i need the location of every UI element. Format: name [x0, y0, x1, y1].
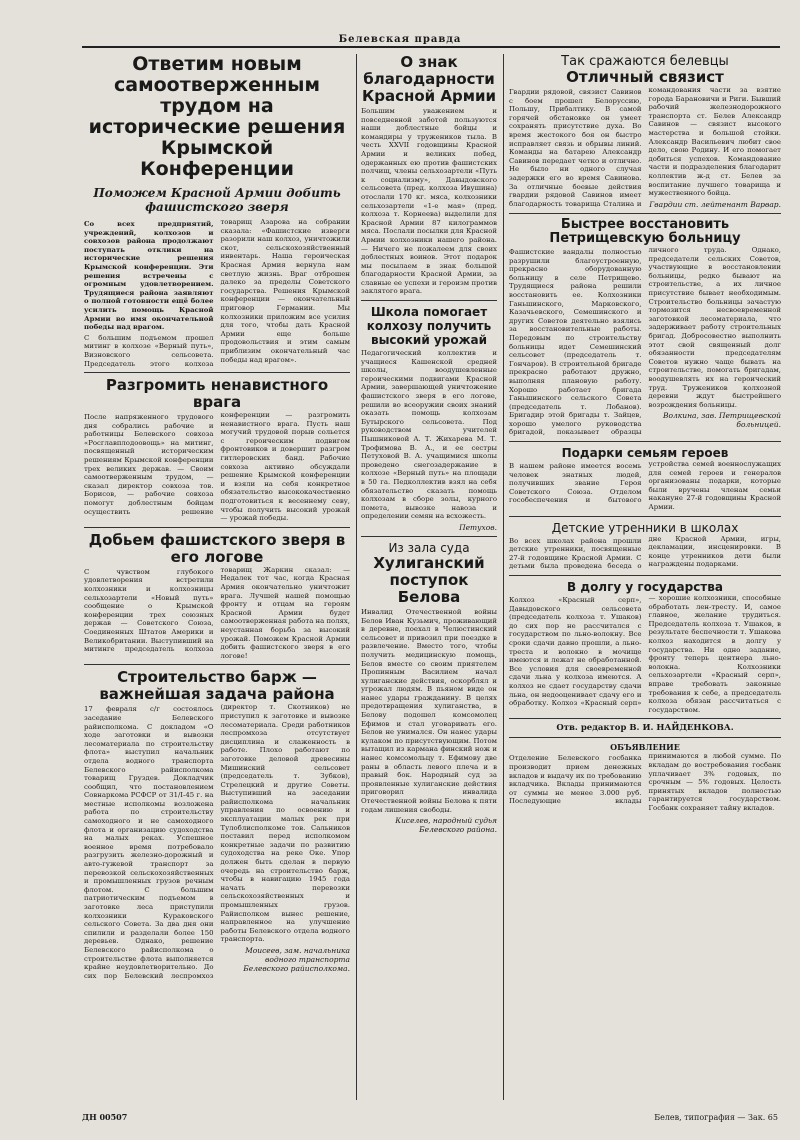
notice-title: ОБЪЯВЛЕНИЕ	[610, 742, 680, 753]
article-body: После напряженного трудового дня собрались рабочие и работницы Белевского совхоза «Росглавплодоовощь» на митинг, посвященный историческим решениям Крымской конференции трех великих держав. — Своим самоотверженным трудом, — сказал директор совхоза тов. Борисов, — рабочие совхоза помогут доблестным бойцам осуществить решение конференции — разгромить ненавистного врага. Пусть наш могучий трудовой порыв сольется с героическим подвигом фронтовиков и довершит разгром гитлеровских банд. Рабочие совхоза активно обсуждали решение Крымской конференции и взяли на себя конкретное обязательство высококачественно подготовиться к весеннему севу, чтобы получить высокий урожай — урожай победы.	[84, 411, 350, 523]
article-body: Большим уважением и повседневной заботой пользуются наши доблестные бойцы и командиры у тружеников тыла. В честь XXVII годовщины Красной Армии и великих побед, одержанных ею против фашистских полчищ, члены сельхозартели «Путь к социализму», Давыдовского сельсовета (пред. колхоза Ивушина) отослали 170 кг. мяса, колхозники сельхозартели «1-е мая» (пред. колхоза т. Корнеева) выделили для Красной Армии 87 килограммов мяса. Послали посылки для Красной Армии колхозники нашего района. — Ничего не пожалеем для своих доблестных воинов. Этот подарок мы посылаем в знак большой благодарности Красной Армии, за славные ее успехи и героизм против заклятого врага.	[361, 107, 497, 296]
rubric: Из зала суда	[388, 540, 470, 555]
article-body: Во всех школах района прошли детские утренники, посвященные 27-й годовщине Красной Армии. С детьми была проведена беседа о дне Красной Армии, игры, декламации, инсценировки. В конце утренников дети были награждены подарками.	[509, 534, 781, 571]
article-signature: Киселев, народный судья Белевского района.	[395, 816, 497, 835]
article-body: Инвалид Отечественной войны Белов Иван Кузьмич, проживающий в деревне, поехал в Челюстинский сельсовет и привозил при поездке в развлечение. Вместо того, чтобы получить медицинскую помощь, Белов вместе со своим приятелем Пропинным Василием начал хулиганские действия, оскорблял и угрожал людям. В пьяном виде он нанес удары гражданину. В целях предотвращения хулиганства, в Белову подошел комсомолец Ефимов и стал уговаривать его. Белов не унимался. Он нанес удары кулаком по присутствующим. Потом вытащил из кармана финский нож и нанес комсомольцу т. Ефимову две раны в область левого плеча и в правый бок. Народный суд за проявленные хулиганские действия приговорил инвалида Отечественной войны Белова к пяти годам лишения свободы.	[361, 607, 497, 814]
article-headline: Подарки семьям героев	[561, 446, 729, 461]
article-signature: Моисеев, зам. начальника водного транспорта Белевского райисполкома.	[243, 945, 350, 973]
masthead: Белевская правда	[338, 34, 462, 45]
article-subhead: Поможем Красной Армии добить фашистского зверя	[93, 186, 341, 214]
article-headline: Школа помогает колхозу получить высокий урожай	[366, 305, 492, 348]
editor-credit: Отв. редактор В. И. НАЙДЕНКОВА.	[556, 723, 734, 734]
article-body: Колхоз «Красный серп», Давыдовского сельсовета (председатель колхоза т. Ушаков) до сих пор не рассчитался с государством по льно-волокну. Все сроки сдачи давно прошли, а льно-треста и волокно в мочище имеются и лежат не обработанной. Все условия для своевременной сдачи льна у колхоза имеются. А колхоз не сдает государству сдачи льна, он недооценивает сдачу его и обработку. Колхоз «Красный серп» — хорошие колхозники, способные обработать лен-тресту. И, самое главное, желание трудиться. Председатель колхоза т. Ушаков, в результате беспечности т. Ушакова колхоз находится в долгу у государства. Ни одно задание, фронту теперь центнера льно-волокна. Колхозники сельхозартели «Красный серп», вправе требовать законные требования к себе, а председатель колхоза обязан рассчитаться с государством.	[509, 594, 781, 714]
column-divider	[503, 54, 504, 1100]
column-divider	[356, 54, 357, 1100]
print-code: ДН 00507	[82, 1112, 128, 1122]
article-body: В нашем районе имеется восемь человек знатных людей, получивших звание Героя Советского Союза. Отделом гособеспечения и бытового устройства семей военнослужащих для семей героев и генералов организованы подарки, которые были вручены членам семьи накануне 27-й годовщины Красной Армии.	[509, 460, 781, 512]
article-headline: Детские утренники в школах	[551, 520, 739, 535]
article-headline: Строительство барж — важнейшая задача района	[99, 668, 335, 704]
article-headline: В долгу у государства	[567, 580, 723, 595]
article-headline: Добьем фашистского зверя в его логове	[88, 530, 346, 566]
article-headline: Разгромить ненавистного врага	[105, 376, 329, 412]
article-body: Фашистские вандалы полностью разрушили благоустроенную, прекрасно оборудованную больницу в селе Петрищево. Трудящиеся района решили восстановить ее. Колхозники Ганьшинского, Марковского, Казачьевского, Семешинского и других Советов деятельно взялись за восстановительные работы. Передовым по строительству больницы идет Семешинский сельсовет (председатель т. Гончаров). В строительной бригаде прекрасно работают дружно, выполняя плановую работу. Хорошо работает бригада Ганьшинского сельского Совета (председатель т. Лобанов). Бригадир этой бригады т. Зайцев, хорошо умелого руководства бригадой, показывает образцы личного труда. Однако, председатели сельских Советов, участвующие в восстановлении больницы, редко бывают на строительстве, а их личное присутствие бывает необходимым. Строительство больницы зачастую тормозится несвоевременной заготовкой лесоматериала, что задерживает работу строительных бригад. Добросовестно выполнить этот свой священный долг обязанности председателям Советов нужно чаще бывать на строительстве, помогать бригадам, воодушевлять их на героический труд. Тружеников колхозной деревни ждут быстрейшего возрождения больницы.	[509, 246, 781, 437]
rubric: Так сражаются белевцы	[561, 54, 729, 69]
article-headline: Отличный связист	[566, 68, 724, 86]
notice-body: Отделение Белевского госбанка производит прием денежных вкладов и выдачу их по требованию вкладчика. Вклады принимаются от суммы не менее 3.000 руб. Последующие вклады принимаются в любой сумме. По вкладам до востребования госбанк уплачивает 3% годовых, по срочным — 5% годовых. Целость принятых вкладов полностью гарантируется государством. Госбанк сохраняет тайну вкладов.	[509, 752, 781, 812]
article-headline: Ответим новым самоотверженным трудом на исторические решения Крымской Конференции	[88, 54, 346, 180]
article-signature: Гвардии ст. лейтенант Варвар.	[649, 199, 781, 209]
article-headline: О знак благодарности Красной Армии	[361, 54, 497, 105]
article-signature: Волкина, зав. Петрищевской больницей.	[662, 411, 781, 430]
column-right	[509, 54, 781, 1074]
article-body: С чувством глубокого удовлетворения встретили колхозники и колхозницы сельхозартели «Новый путь» сообщение о Крымской конференции трех союзных держав — Советского Союза, Соединенных Штатов Америки и Великобритании. Выступивший на митинге председатель колхоза товарищ Жаркин сказал: — Недалек тот час, когда Красная Армия окончательно уничтожит врага. Лучшей нашей помощью фронту и отцам на героям Красной Армии будет самоотверженная работа на полях, неустанная борьба за высокий урожай. Поможем Красной Армии добить фашистского зверя в его логове!	[84, 565, 350, 660]
article-body: С большим подъемом прошел митинг в колхозе «Верный путь», Визновского сельсовета. Председатель этого колхоза товарищ Азарова на собрании сказала: «Фашистские изверги разорили наш колхоз, уничтожили скот, сельскохозяйственный инвентарь. Наша героическая Красная Армия вернула нам светлую жизнь. Враг отброшен далеко за пределы Советского государства. Решения Крымской конференции — окончательный приговор Германии. Мы колхозники приложим все усилия для того, чтобы дать Красной Армии еще больше продовольствия и этим самым приблизим окончательный час победы над врагом».	[84, 218, 350, 368]
article-headline: Быстрее восстановить Петрищевскую больницу	[549, 217, 741, 247]
article-body: 17 февраля с/г состоялось заседание Белевского райисполкома. С докладом «О ходе заготовки и вывозки лесоматериала по строительству флота» выступил начальник отдела водного транспорта Белевского райисполкома товарищ Груздев. Докладчик сообщил, что постановлением Совнаркома РСФСР от 31/I-45 г. на местные исполкомы возложена работа по строительству самоходного и не самоходного флота и организацию судоходства на малых реках. Успешное военное время потребовало разгрузить железно-дорожный и авто-гужевой транспорт за перевозкой сельскохозяйственных и промышленных грузов речным флотом. С большим патриотическим подъемом в заготовке леса приступили колхозники Кураковского сельского Совета. За два дня они спилили и разделали более 150 деревьев. Однако, решение Белевского райисполкома о строительстве флота выполняется крайне неудовлетворительно. До сих пор Белевский леспромхоз (директор т. Скотников) не приступил к заготовке и вывозке лесоматериала. Среди работников леспромхоза отсутствует дисциплина и слаженность в работе. Плохо работают по заготовке деловой древесины Мишинский сельсовет (председатель т. Зубков), Стрелецкий и другие Советы. Выступивший на заседании райисполкома начальник управления по освоению и эксплуатации малых рек при Тулоблисполкоме тов. Сальников поставил перед исполкомом конкретные задачи по развитию судоходства на реке Оке. Упор должен быть сделан в первую очередь на строительство барж, чтобы в навигацию 1945 года начать перевозки сельскохозяйственных и промышленных грузов. Райисполком вынес решение, направленное на улучшение работы Белевского отдела водного транспорта.	[84, 703, 350, 980]
article-signature: Петухов.	[459, 522, 497, 532]
column-middle	[361, 54, 497, 1104]
article-body: Гвардии рядовой, связист Савинов с боем прошел Белоруссию, Польшу, Прибалтику. В самой горячей обстановке он умеет сохранять присутствие духа. Во время жестокого боя он быстро исправляет связь и обрывы линий. Команды на батарею Александр Савинов передает четко и отлично. Не было ни одного случая задержки его во время Савинова. За отличные боевые действия гвардии рядовой Савинов имеет благодарность товарища Сталина и командования части за взятие города Барановичи и Риги. Бывший рабочий железнодорожного транспорта ст. Белев Александр Савинов — связист высокого мастерства и большой стойки. Александр Васильевич любит свое дело, свою Родину. И его помогает добиться успехов. Командование части и подразделения благодарит коллектив ж-д ст. Белев за воспитание лучшего товарища и мужественного бойца.	[509, 86, 781, 208]
article-lead: Со всех предприятий, учреждений, колхозов и совхозов района продолжают поступать отклики на исторические решения Крымской конференции. Эти решения встречены с огромным удовлетворением. Трудящиеся района заявляют о полной готовности ещё более усилить помощь Красной Армии во имя окончательной победы над врагом.	[84, 220, 214, 332]
article-body: Педагогический коллектив и учащиеся Кашенской средней школы, воодушевленные героическими подвигами Красной Армии, завершающей уничтожение фашистского зверя в его логове, решили во всеоружии своих знаний оказать помощь колхозам Бутырского сельсовета. Под руководством учителей Пышниковой А. Т. Жихарева М. Т. Трофимова В. А., и ее сестры Петуховой В. А. учащимися школы проведено снегозадержание в колхозе «Верный путь» на площади в 50 га. Педколлектив взял на себя обязательство сказать помощь колхозам в сборе золы, курного помета, вывозке навоза и определении семян на всхожесть.	[361, 349, 497, 521]
article-headline: Хулиганский поступок Белова	[373, 553, 485, 606]
column-left	[84, 54, 350, 1104]
printer-imprint: Белев, типография — Зак. 65	[654, 1113, 778, 1122]
masthead-rule	[82, 46, 780, 48]
